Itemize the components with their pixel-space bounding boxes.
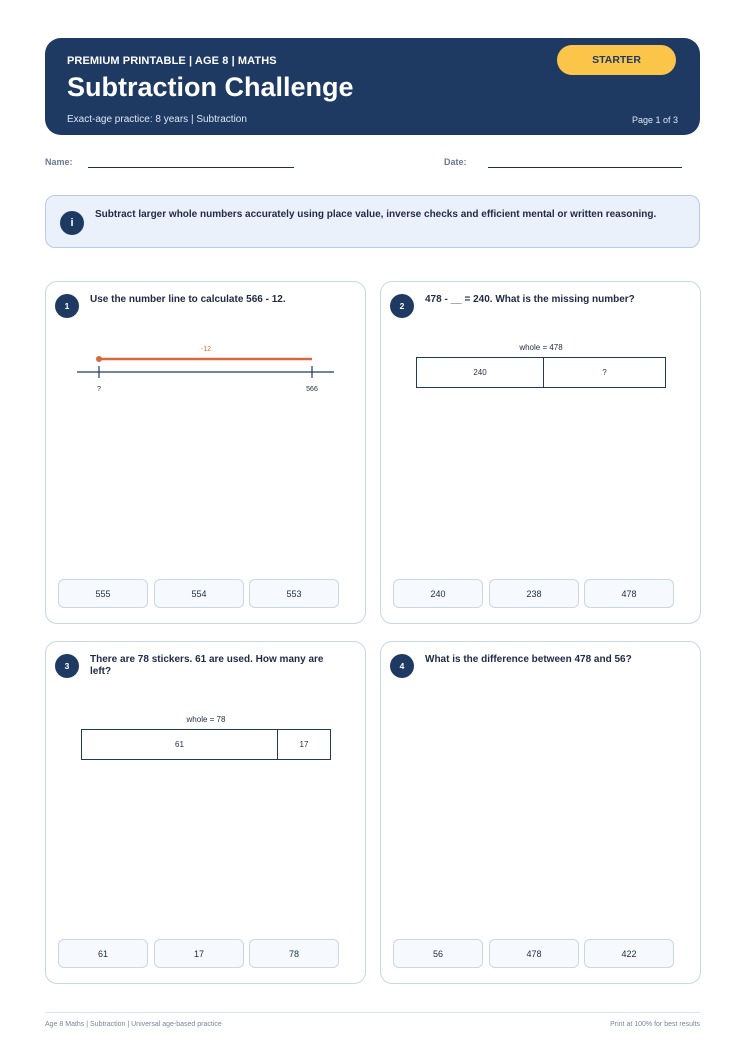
header-subtitle: Exact-age practice: 8 years | Subtraction: [67, 114, 247, 125]
answer-option[interactable]: 61: [58, 939, 148, 968]
answer-option[interactable]: 78: [249, 939, 339, 968]
number-line-diagram: [46, 282, 367, 412]
bar-part: 61: [175, 740, 184, 749]
answer-option[interactable]: 422: [584, 939, 674, 968]
question-text: There are 78 stickers. 61 are used. How many are left?: [90, 654, 324, 677]
question-card-4: [380, 641, 701, 984]
question-card-2: [380, 281, 701, 624]
answer-option[interactable]: 240: [393, 579, 483, 608]
bar-part: 17: [277, 730, 330, 759]
bar-part: 240: [473, 368, 487, 377]
footer-left: Age 8 Maths | Subtraction | Universal age-based practice: [45, 1021, 222, 1028]
question-text: 478 - __ = 240. What is the missing number?: [425, 294, 635, 305]
jump-label: -12: [200, 346, 212, 353]
jump-start-dot: [96, 356, 102, 362]
answer-option[interactable]: 478: [584, 579, 674, 608]
start-label: ?: [97, 386, 101, 393]
question-card-3: [45, 641, 366, 984]
info-icon: i: [60, 211, 84, 235]
answer-option[interactable]: 17: [154, 939, 244, 968]
footer-divider: [45, 1012, 700, 1013]
answer-option[interactable]: 555: [58, 579, 148, 608]
question-number: 2: [390, 294, 414, 318]
answer-option[interactable]: 56: [393, 939, 483, 968]
bar-model-whole-label: whole = 478: [519, 343, 563, 352]
answer-option[interactable]: 478: [489, 939, 579, 968]
question-text: Use the number line to calculate 566 - 12.: [90, 294, 286, 305]
question-number: 4: [390, 654, 414, 678]
end-label: 566: [306, 386, 318, 393]
bar-model: [81, 729, 331, 760]
answer-option[interactable]: 553: [249, 579, 339, 608]
name-field[interactable]: [88, 167, 294, 168]
question-number: 3: [55, 654, 79, 678]
answer-option[interactable]: 238: [489, 579, 579, 608]
bar-model: [416, 357, 666, 388]
question-text: What is the difference between 478 and 56?: [425, 654, 632, 665]
bar-part: ?: [543, 358, 665, 387]
footer-right: Print at 100% for best results: [610, 1021, 700, 1028]
name-label: Name:: [45, 157, 73, 167]
instruction-text: Subtract larger whole numbers accurately using place value, inverse checks and efficient mental or written reasoning.: [95, 209, 657, 220]
level-badge: STARTER: [557, 45, 676, 75]
bar-model-whole-label: whole = 78: [186, 715, 226, 724]
date-label: Date:: [444, 157, 467, 167]
answer-option[interactable]: 554: [154, 579, 244, 608]
page-title: Subtraction Challenge: [67, 72, 354, 102]
worksheet-header: [45, 38, 700, 135]
instruction-panel: [45, 195, 700, 248]
page-number: Page 1 of 3: [631, 115, 678, 125]
question-card-1: [45, 281, 366, 624]
header-kicker: PREMIUM PRINTABLE | AGE 8 | MATHS: [67, 55, 277, 67]
date-field[interactable]: [488, 167, 682, 168]
question-number: 1: [55, 294, 79, 318]
